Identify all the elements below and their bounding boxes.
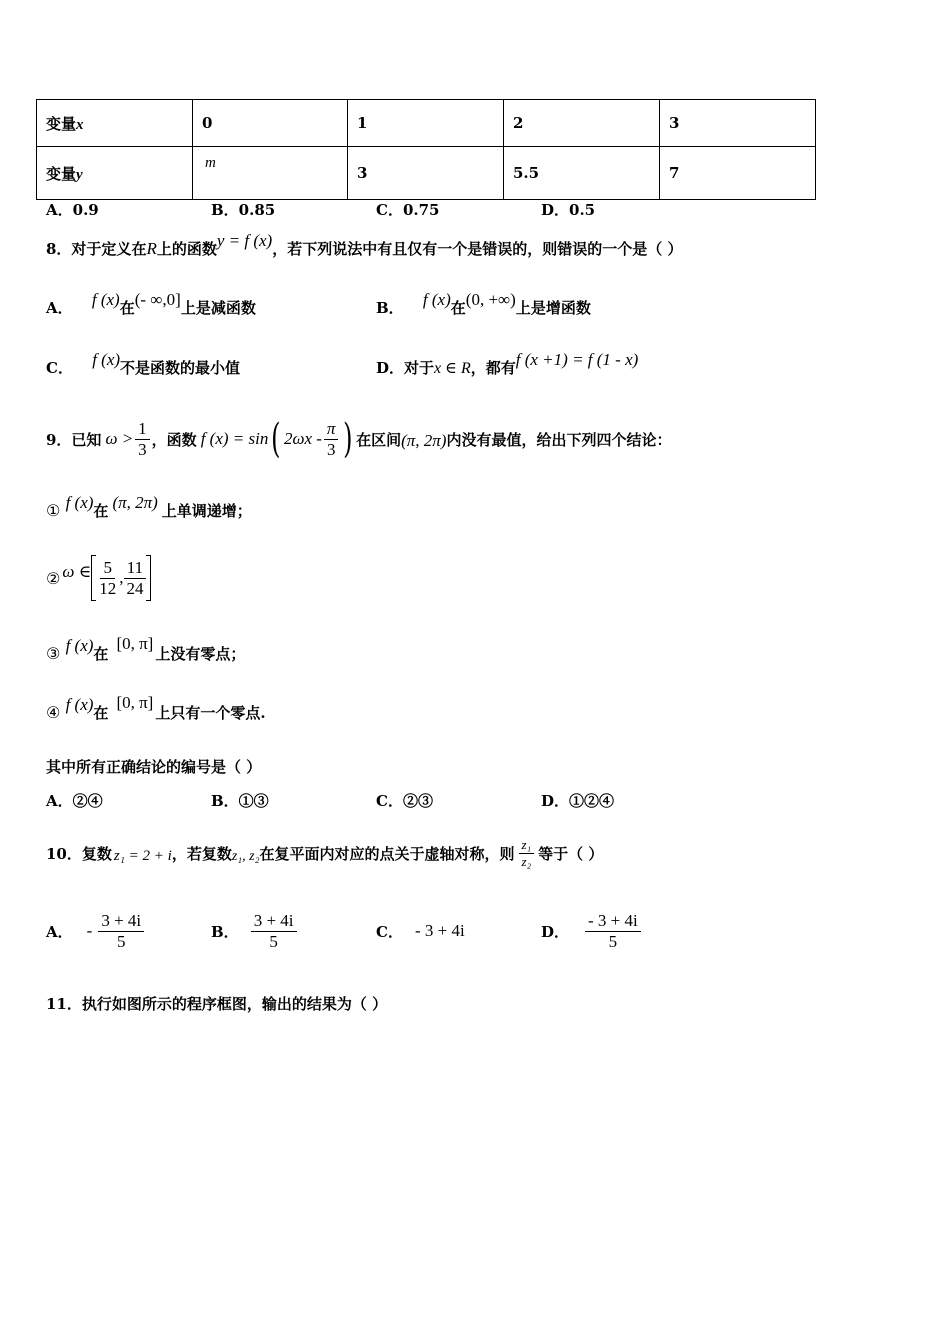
q9-conclusion-4: ④ f (x)在[0, π]上只有一个零点. (46, 693, 266, 722)
table-cell: 3 (348, 147, 504, 200)
variable-table (36, 99, 816, 200)
q10-option-b[interactable]: B． $\frac{3 + 4i}{5}$ (211, 906, 297, 956)
q8-option-d[interactable]: D．对于x ∈ R，都有f (x +1) = f (1 - x) (376, 350, 639, 377)
q9-option-c[interactable]: C．②③ (376, 792, 433, 810)
q9-conclusion-1: ① f (x)在 (π, 2π) 上单调递增； (46, 493, 252, 520)
table-row-x (37, 100, 816, 147)
table-cell: 3 (660, 100, 816, 147)
q9-conclusion-2: ② ω ∈ $\frac{5}{12}$ , $\frac{11}{24}$ (46, 553, 151, 603)
q9-option-b[interactable]: B．①③ (211, 792, 269, 810)
q9-option-a[interactable]: A．②④ (46, 792, 103, 810)
q7-option-a[interactable]: A．0.9 (46, 201, 99, 219)
table-cell: 2 (504, 100, 660, 147)
table-cell: 1 (348, 100, 504, 147)
table-cell: 5.5 (504, 147, 660, 200)
table-cell: 7 (660, 147, 816, 200)
q9-option-d[interactable]: D．①②④ (541, 792, 615, 810)
q9-ask: 其中所有正确结论的编号是（ ） (46, 758, 262, 776)
row-y-label: 变量y (37, 147, 193, 200)
q9-conclusion-3: ③ f (x)在[0, π]上没有零点； (46, 634, 246, 663)
q8-option-c[interactable]: C． f (x)不是函数的最小值 (46, 350, 241, 377)
q7-option-d[interactable]: D．0.5 (541, 201, 596, 219)
table-cell: m (193, 147, 348, 200)
q10-option-a[interactable]: A． - $\frac{3 + 4i}{5}$ (46, 906, 144, 956)
row-x-label: 变量x (37, 100, 193, 147)
q10-option-d[interactable]: D． $\frac{- 3 + 4i}{5}$ (541, 906, 641, 956)
q9-stem: 9．已知 ω > $\frac{1}{3}$ ，函数 f (x) = sin ( 2ωx - $\frac{\pi}{3}$ ) 在区间 (π, 2π) 内没有最值，给出下列四个结论： (46, 416, 672, 462)
q8-option-a[interactable]: A． f (x)在(- ∞,0]上是减函数 (46, 290, 256, 317)
q7-option-b[interactable]: B．0.85 (211, 201, 276, 219)
table-row-y (37, 147, 816, 200)
table-cell: 0 (193, 100, 348, 147)
q8-stem: 8．对于定义在R上的函数y = f (x)，若下列说法中有且仅有一个是错误的，则错误的一个是（ ） (46, 231, 683, 258)
q7-option-c[interactable]: C．0.75 (376, 201, 440, 219)
q8-option-b[interactable]: B． f (x)在(0, +∞)上是增函数 (376, 290, 591, 317)
q11-stem: 11．执行如图所示的程序框图，输出的结果为（ ） (46, 995, 388, 1013)
q10-stem: 10．复数 z₁ = 2 + i ，若复数 z₁, z₂ 在复平面内对应的点关于虚轴对称，则 $\frac{\text{z₁}}{\text{z₂}}$ 等于（ ） (46, 836, 604, 869)
q10-option-c[interactable]: C． - 3 + 4i (376, 921, 465, 941)
